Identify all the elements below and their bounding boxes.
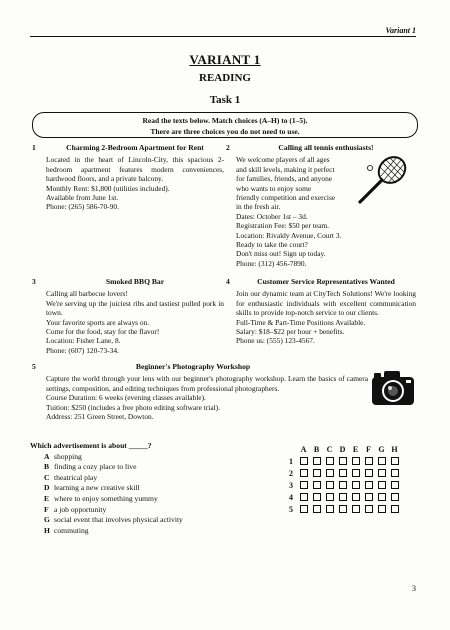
answer-checkbox[interactable] — [326, 481, 334, 489]
ad-5-number: 5 — [32, 362, 36, 371]
answer-checkbox[interactable] — [313, 505, 321, 513]
ad-2-text: Don't miss out! Sign up today. — [236, 249, 326, 259]
ad-1-text: Available from June 1st. — [46, 193, 119, 203]
ad-4-text: Phone us: (555) 123-4567. — [236, 336, 315, 346]
ad-1-number: 1 — [32, 143, 36, 152]
answer-grid — [289, 443, 401, 515]
ad-4-text: Salary: $18–$22 per hour + benefits. — [236, 327, 345, 337]
ad-1-text: Located in the heart of Lincoln-City, this spacious 2-bedroom apartment features modern conveniences, hardwood floors, and a private balcony. — [46, 155, 224, 184]
answer-checkbox[interactable] — [313, 481, 321, 489]
answer-grid-row — [289, 467, 401, 479]
option-b: B finding a cozy place to live — [44, 462, 137, 472]
grid-row-label: 2 — [289, 468, 293, 478]
tennis-racket-icon — [354, 152, 412, 210]
answer-checkbox[interactable] — [391, 505, 399, 513]
ad-5 — [46, 362, 368, 421]
ad-3-text: Calling all barbecue lovers! — [46, 289, 128, 299]
ad-3-text: We're serving up the juiciest ribs and tastiest pulled pork in town. — [46, 298, 224, 318]
answer-checkbox[interactable] — [391, 493, 399, 501]
ad-2-text: for families, friends, and anyone — [236, 174, 333, 184]
grid-column-label: F — [366, 444, 371, 454]
grid-row-label: 5 — [289, 504, 293, 514]
answer-checkbox[interactable] — [365, 493, 373, 501]
answer-grid-row — [289, 455, 401, 467]
answer-checkbox[interactable] — [365, 457, 373, 465]
option-d: D learning a new creative skill — [44, 483, 140, 493]
grid-row-label: 1 — [289, 456, 293, 466]
grid-column-label: B — [313, 444, 320, 454]
ad-2-text: We welcome players of all ages — [236, 155, 330, 165]
grid-column-label: H — [391, 444, 398, 454]
ad-3-title: Smoked BBQ Bar — [105, 277, 165, 286]
answer-checkbox[interactable] — [326, 505, 334, 513]
option-e: E where to enjoy something yummy — [44, 493, 158, 503]
answer-checkbox[interactable] — [326, 457, 334, 465]
instructions-box — [32, 112, 418, 138]
ad-3 — [46, 277, 224, 355]
grid-row-label: 4 — [289, 492, 293, 502]
header-variant-tag: Variant 1 — [385, 26, 416, 35]
instructions-line-1: Read the texts below. Match choices (A–H) to (1–5). — [142, 116, 308, 125]
answer-checkbox[interactable] — [300, 493, 308, 501]
answer-checkbox[interactable] — [378, 505, 386, 513]
ad-2-text: and skill levels, making it perfect — [236, 164, 335, 174]
answer-checkbox[interactable] — [313, 493, 321, 501]
question-block — [30, 441, 183, 536]
ad-2-text: Ready to take the court? — [236, 240, 308, 250]
ad-2-text: in the fresh air. — [236, 202, 281, 212]
answer-checkbox[interactable] — [352, 493, 360, 501]
ad-4-text: Join our dynamic team at CityTech Solutions! We're looking for enthusiastic individuals with excellent communication skills to provide top-notch service to our clients. — [236, 289, 416, 318]
ad-3-number: 3 — [32, 277, 36, 286]
option-h: H commuting — [44, 525, 89, 535]
ad-3-text: Phone: (607) 120-73-34. — [46, 345, 119, 355]
ad-5-text: Address: 251 Green Street, Dowton. — [46, 412, 154, 422]
ad-1-text: Phone: (265) 586-70-90. — [46, 202, 119, 212]
ad-3-text: Location: Fisher Lane, 8. — [46, 336, 121, 346]
answer-checkbox[interactable] — [300, 469, 308, 477]
ad-4 — [236, 277, 416, 346]
answer-checkbox[interactable] — [365, 481, 373, 489]
answer-checkbox[interactable] — [391, 469, 399, 477]
instructions-line-2: There are three choices you do not need to use. — [150, 127, 300, 136]
answer-checkbox[interactable] — [326, 469, 334, 477]
answer-grid-row — [289, 491, 401, 503]
answer-checkbox[interactable] — [339, 469, 347, 477]
ad-2-text: Dates: October 1st – 3d. — [236, 211, 308, 221]
ad-2-text: who wants to enjoy some — [236, 183, 312, 193]
page-number: 3 — [412, 584, 416, 593]
ad-2-text: Location: Rivaldy Avenue, Court 3. — [236, 230, 342, 240]
option-c: C theatrical play — [44, 472, 98, 482]
ad-3-text: Come for the food, stay for the flavor! — [46, 327, 160, 337]
answer-checkbox[interactable] — [300, 457, 308, 465]
option-a: A shopping — [44, 451, 82, 461]
ad-2-number: 2 — [226, 143, 230, 152]
ad-2-text: friendly competition and exercise — [236, 193, 336, 203]
answer-grid-header — [289, 443, 401, 455]
answer-checkbox[interactable] — [339, 493, 347, 501]
answer-grid-row — [289, 503, 401, 515]
ad-4-title: Customer Service Representatives Wanted — [257, 277, 395, 286]
grid-column-label: G — [378, 444, 385, 454]
ad-4-number: 4 — [226, 277, 230, 286]
option-g: G social event that involves physical activity — [44, 515, 183, 525]
ad-2-text: Registration Fee: $50 per team. — [236, 221, 329, 231]
ad-3-text: Your favorite sports are always on. — [46, 317, 150, 327]
grid-column-label: C — [326, 444, 333, 454]
grid-column-label: A — [300, 444, 307, 454]
answer-checkbox[interactable] — [339, 505, 347, 513]
answer-checkbox[interactable] — [313, 469, 321, 477]
grid-column-label: D — [339, 444, 346, 454]
grid-row-label: 3 — [289, 480, 293, 490]
answer-checkbox[interactable] — [378, 469, 386, 477]
answer-checkbox[interactable] — [365, 505, 373, 513]
question-prompt: Which advertisement is about _____? — [30, 441, 152, 450]
answer-checkbox[interactable] — [300, 481, 308, 489]
option-f: F a job opportunity — [44, 504, 107, 514]
ad-1-text: Monthly Rent: $1,800 (utilities included). — [46, 183, 170, 193]
answer-checkbox[interactable] — [300, 505, 308, 513]
grid-column-label: E — [352, 444, 359, 454]
answer-checkbox[interactable] — [352, 505, 360, 513]
ad-5-title: Beginner's Photography Workshop — [135, 362, 251, 371]
ad-2-text: Phone: (312) 456-7890. — [236, 258, 307, 268]
ad-4-text: Full-Time & Part-Time Positions Available. — [236, 317, 366, 327]
answer-checkbox[interactable] — [313, 457, 321, 465]
camera-icon — [370, 368, 416, 408]
ad-1 — [46, 143, 224, 212]
answer-checkbox[interactable] — [391, 457, 399, 465]
page-title: VARIANT 1 — [189, 52, 261, 67]
answer-checkbox[interactable] — [352, 469, 360, 477]
task-title: Task 1 — [209, 94, 241, 106]
answer-checkbox[interactable] — [352, 457, 360, 465]
answer-checkbox[interactable] — [339, 457, 347, 465]
answer-checkbox[interactable] — [365, 469, 373, 477]
ad-1-title: Charming 2-Bedroom Apartment for Rent — [66, 143, 204, 152]
answer-checkbox[interactable] — [326, 493, 334, 501]
ad-5-text: Tuition: $250 (includes a free photo editing software trial). — [46, 402, 220, 412]
answer-checkbox[interactable] — [352, 481, 360, 489]
answer-checkbox[interactable] — [391, 481, 399, 489]
header-rule — [30, 36, 416, 37]
ad-5-text: Course Duration: 6 weeks (evening classes available). — [46, 393, 206, 403]
answer-grid-row — [289, 479, 401, 491]
ad-2-title: Calling all tennis enthusiasts! — [278, 143, 374, 152]
answer-checkbox[interactable] — [378, 481, 386, 489]
section-title: READING — [199, 72, 251, 84]
answer-checkbox[interactable] — [339, 481, 347, 489]
answer-checkbox[interactable] — [378, 493, 386, 501]
ad-5-text: Capture the world through your lens with our beginner's photography workshop. Learn the basics of camera settings, composition, and editing techniques from professional photographers. — [46, 374, 368, 393]
answer-checkbox[interactable] — [378, 457, 386, 465]
